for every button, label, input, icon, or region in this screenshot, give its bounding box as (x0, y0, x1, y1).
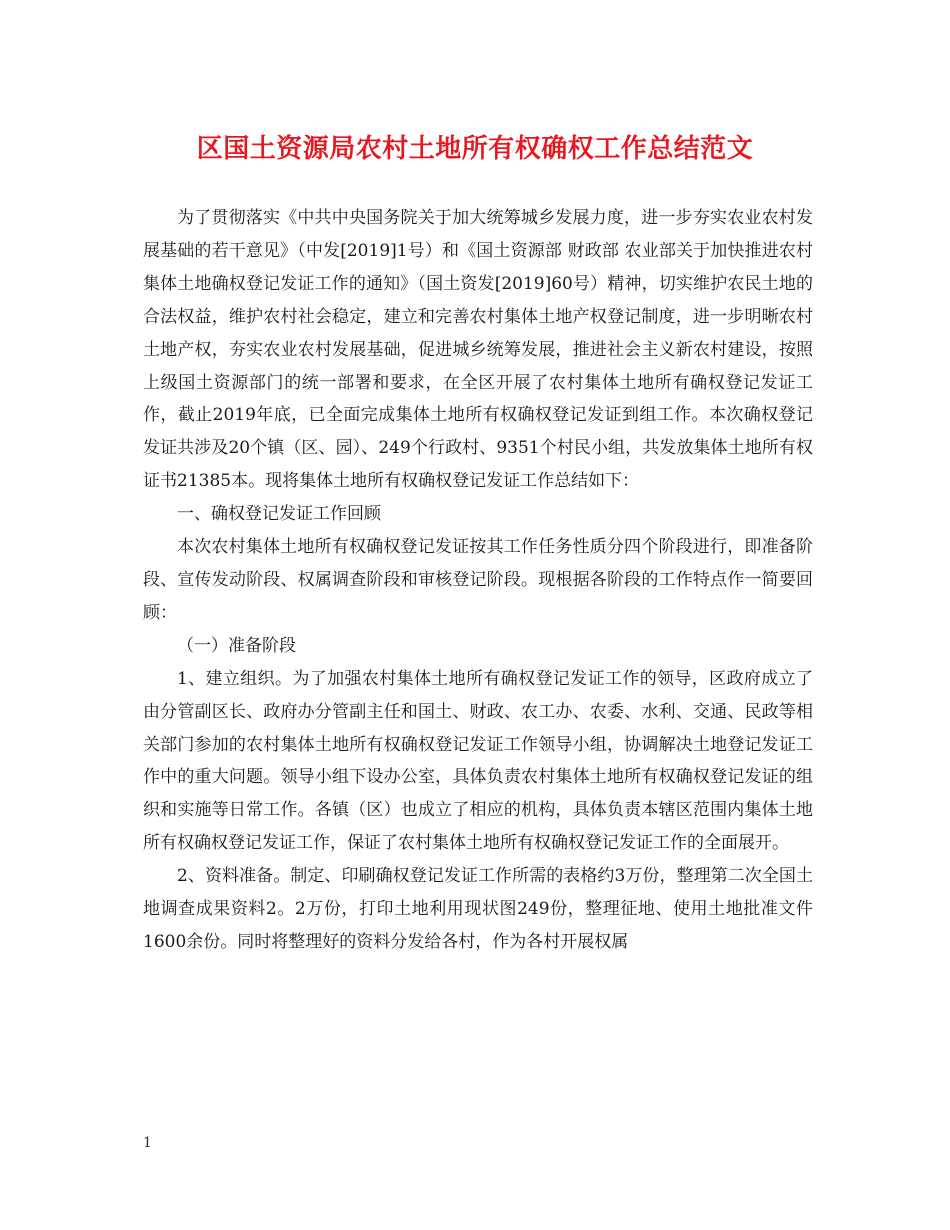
paragraph-intro: 为了贯彻落实《中共中央国务院关于加大统筹城乡发展力度，进一步夯实农业农村发展基础的若干意见》（中发[2019]1号）和《国土资源部 财政部 农业部关于加快推进农村集体土地确权登记发证工作的通知》（国土资发[2019]60号）精神，切实维护农民土地的合法权益，维护农村社会稳定，建立和完善农村集体土地产权登记制度，进一步明晰农村土地产权，夯实农业农村发展基础，促进城乡统筹发展，推进社会主义新农村建设，按照上级国土资源部门的统一部署和要求，在全区开展了农村集体土地所有确权登记发证工作，截止2019年底，已全面完成集体土地所有权确权登记发证到组工作。本次确权登记发证共涉及20个镇（区、园）、249个行政村、9351个村民小组，共发放集体土地所有权证书21385本。现将集体土地所有权确权登记发证工作总结如下： (143, 208, 813, 492)
subsection-heading-preparation: （一）准备阶段 (177, 635, 296, 656)
section-heading-review: 一、确权登记发证工作回顾 (177, 504, 381, 525)
paragraph-materials: 2、资料准备。制定、印刷确权登记发证工作所需的表格约3万份，整理第二次全国土地调查成果资料2。2万份，打印土地利用现状图249份，整理征地、使用土地批准文件1600余份。同时将整理好的资料分发给各村，作为各村开展权属 (143, 866, 813, 952)
paragraph-organization: 1、建立组织。为了加强农村集体土地所有确权登记发证工作的领导，区政府成立了由分管副区长、政府办分管副主任和国土、财政、农工办、农委、水利、交通、民政等相关部门参加的农村集体土地所有权确权登记发证工作领导小组，协调解决土地登记发证工作中的重大问题。领导小组下设办公室，具体负责农村集体土地所有权确权登记发证的组织和实施等日常工作。各镇（区）也成立了相应的机构，具体负责本辖区范围内集体土地所有权确权登记发证工作，保证了农村集体土地所有权确权登记发证工作的全面展开。 (143, 668, 813, 854)
page-number: 1 (143, 1135, 152, 1151)
document-title: 区国土资源局农村土地所有权确权工作总结范文 (196, 134, 754, 164)
document-body (143, 202, 813, 959)
paragraph-stages: 本次农村集体土地所有权确权登记发证按其工作任务性质分四个阶段进行，即准备阶段、宣传发动阶段、权属调查阶段和审核登记阶段。现根据各阶段的工作特点作一简要回顾： (143, 537, 813, 623)
